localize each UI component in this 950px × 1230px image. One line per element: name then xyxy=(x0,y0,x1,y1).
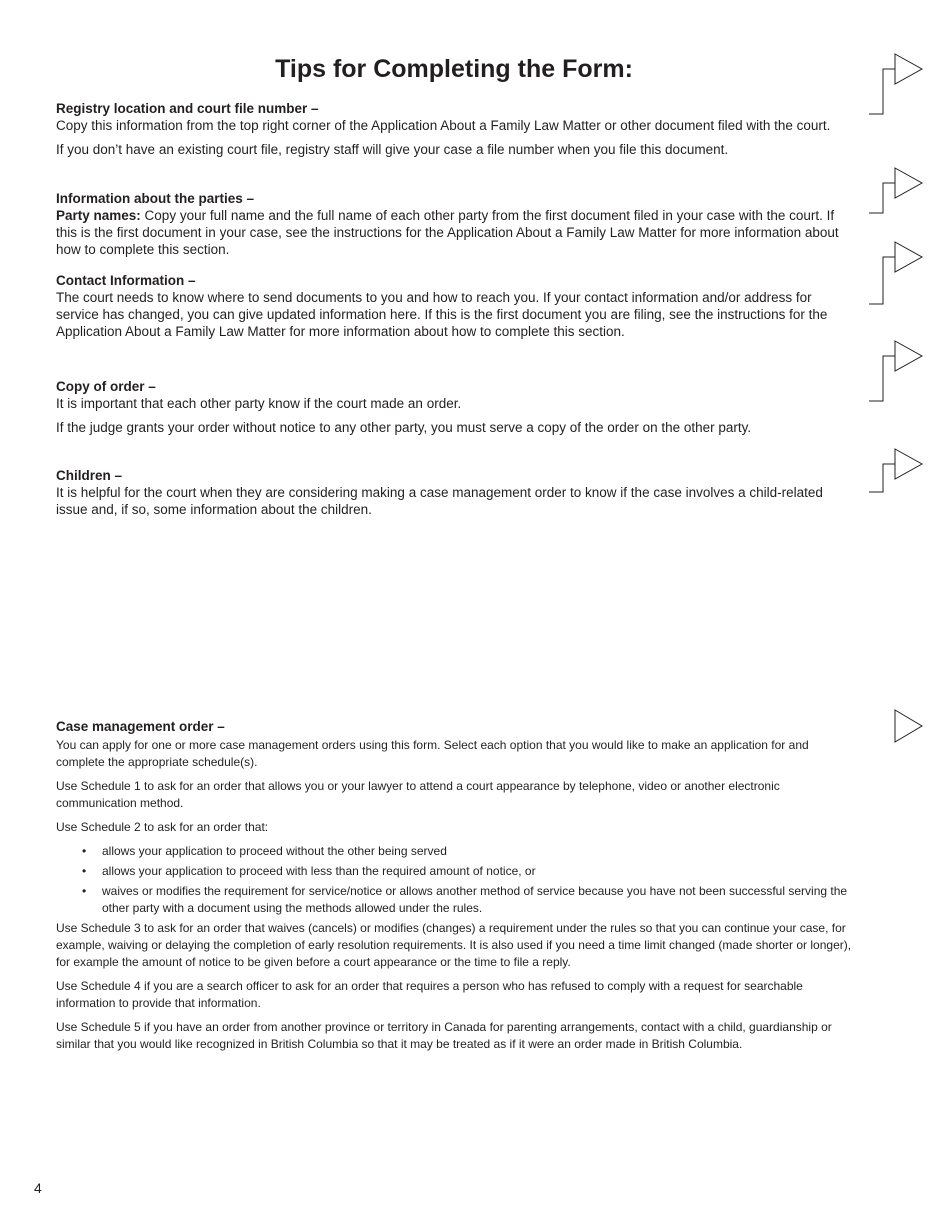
parties-paragraph xyxy=(56,207,856,258)
section-pointer-icon xyxy=(864,445,926,497)
parties-heading: Information about the parties – xyxy=(56,191,255,206)
case-management-heading: Case management order – xyxy=(56,719,225,734)
contact-heading: Contact Information – xyxy=(56,273,196,288)
schedule-2-list xyxy=(56,843,856,917)
contact-paragraph: The court needs to know where to send documents to you and how to reach you. If your contact information and/or address for service has changed, you can give updated information here. If this is the first document you are filing, see the instructions for the Application About a Family Law Matter for more information about how to complete this section. xyxy=(56,290,828,339)
case-management-paragraph-4: Use Schedule 3 to ask for an order that waives (cancels) or modifies (changes) a requirement under the rules so that you can continue your case, for example, waiving or delaying the completion of early resolution requirements. It is also used if you need a time limit changed (made shorter or longer), for example the amount of notice to be given before a court appearance or the time to file a reply. xyxy=(56,921,852,969)
copy-order-heading: Copy of order – xyxy=(56,379,156,394)
children-heading: Children – xyxy=(56,468,123,483)
case-management-paragraph-3: Use Schedule 2 to ask for an order that: xyxy=(56,820,269,834)
section-pointer-icon xyxy=(864,50,926,120)
section-copy-order xyxy=(56,378,856,436)
section-pointer-icon xyxy=(864,238,926,310)
children-paragraph: It is helpful for the court when they are considering making a case management order to know if the case involves a child-related issue and, if so, some information about the children. xyxy=(56,485,823,517)
case-management-paragraph-6: Use Schedule 5 if you have an order from another province or territory in Canada for parenting arrangements, contact with a child, guardianship or similar that you would like recognized in British Columbia so that it may be treated as if it were an order made in British Columbia. xyxy=(56,1020,832,1051)
page-title: Tips for Completing the Form: xyxy=(275,55,633,83)
section-pointer-icon xyxy=(864,337,926,407)
case-management-paragraph-5: Use Schedule 4 if you are a search officer to ask for an order that requires a person who has refused to comply with a request for searchable information to provide that information. xyxy=(56,979,803,1010)
section-registry xyxy=(56,100,856,158)
list-item: • allows your application to proceed with less than the required amount of notice, or xyxy=(56,863,856,880)
party-names-text: Copy your full name and the full name of each other party from the first document filed in your case with the court. If this is the first document in your case, see the instructions for the Application About a Family Law Matter for more information about how to complete this section. xyxy=(56,208,839,257)
registry-heading: Registry location and court file number – xyxy=(56,101,319,116)
list-item: • allows your application to proceed without the other being served xyxy=(56,843,856,860)
list-item: • waives or modifies the requirement for service/notice or allows another method of service because you have not been successful serving the other party with a document using the methods allowed under the rules. xyxy=(56,883,856,917)
section-pointer-icon xyxy=(864,164,926,218)
page-number: 4 xyxy=(34,1180,42,1196)
case-management-paragraph-2: Use Schedule 1 to ask for an order that allows you or your lawyer to attend a court appearance by telephone, video or another electronic communication method. xyxy=(56,779,780,810)
case-management-paragraph-1: You can apply for one or more case management orders using this form. Select each option that you would like to make an application for and complete the appropriate schedule(s). xyxy=(56,738,809,769)
copy-order-paragraph-1: It is important that each other party know if the court made an order. xyxy=(56,396,462,411)
section-parties xyxy=(56,190,856,258)
copy-order-paragraph-2: If the judge grants your order without notice to any other party, you must serve a copy of the order on the other party. xyxy=(56,420,752,435)
registry-paragraph-2: If you don’t have an existing court file, registry staff will give your case a file number when you file this document. xyxy=(56,142,729,157)
section-pointer-icon xyxy=(864,706,926,746)
section-contact xyxy=(56,272,856,340)
section-case-management xyxy=(56,718,856,1053)
party-names-label: Party names: xyxy=(56,208,141,223)
section-children xyxy=(56,467,856,518)
registry-paragraph-1: Copy this information from the top right corner of the Application About a Family Law Matter or other document filed with the court. xyxy=(56,118,831,133)
